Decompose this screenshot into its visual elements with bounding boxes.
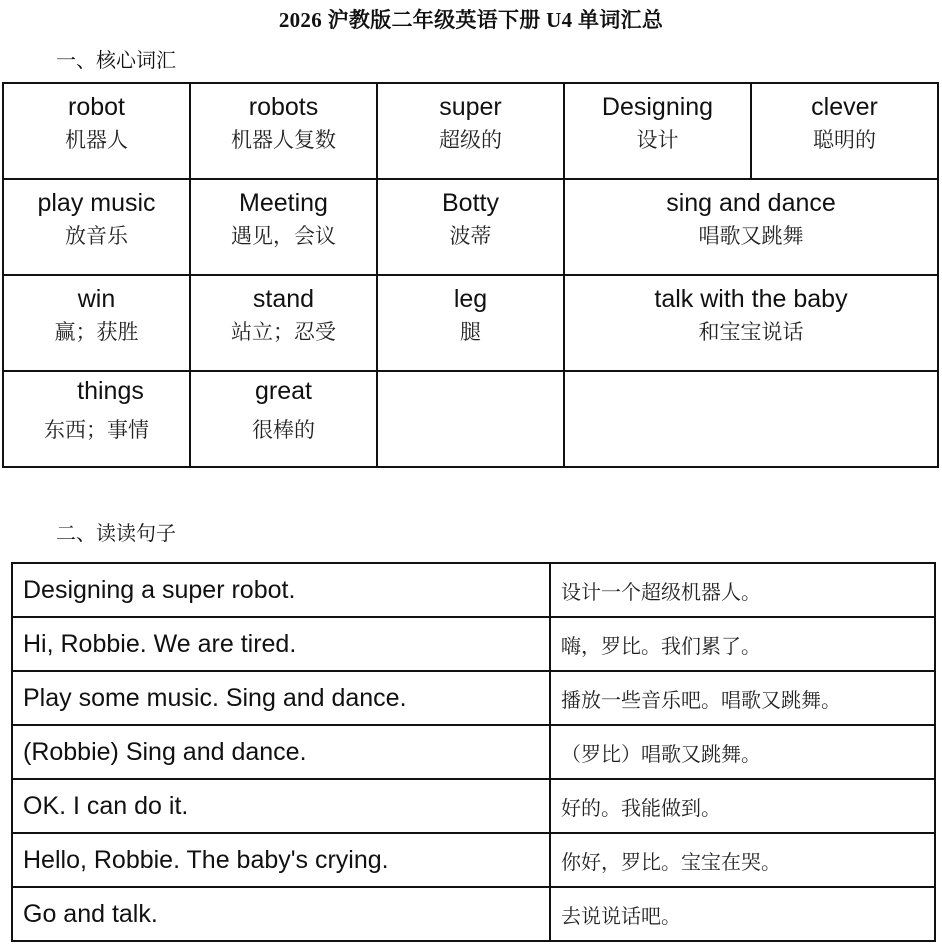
sentence-chinese: 去说说话吧。 bbox=[550, 887, 935, 941]
vocab-meaning: 很棒的 bbox=[252, 418, 315, 442]
vocab-meaning: 聪明的 bbox=[813, 128, 876, 152]
vocab-meaning: 唱歌又跳舞 bbox=[698, 224, 804, 248]
vocab-cell bbox=[190, 371, 377, 467]
sentence-chinese: 好的。我能做到。 bbox=[550, 779, 935, 833]
vocab-meaning: 和宝宝说话 bbox=[698, 320, 804, 344]
sentence-row bbox=[12, 779, 935, 833]
vocab-word: play music bbox=[37, 189, 156, 217]
vocab-meaning: 设计 bbox=[636, 128, 679, 152]
vocab-word: robot bbox=[68, 93, 125, 121]
sentence-english: (Robbie) Sing and dance. bbox=[12, 725, 550, 779]
sentence-row bbox=[12, 833, 935, 887]
vocab-word: things bbox=[77, 377, 144, 405]
vocab-word: clever bbox=[811, 93, 878, 121]
vocab-cell-wide bbox=[564, 275, 938, 371]
vocab-cell bbox=[377, 275, 564, 371]
sentence-english: Go and talk. bbox=[12, 887, 550, 941]
sentence-chinese: 你好，罗比。宝宝在哭。 bbox=[550, 833, 935, 887]
vocab-meaning: 赢；获胜 bbox=[54, 320, 139, 344]
vocab-meaning: 机器人复数 bbox=[231, 128, 336, 152]
sentence-english: Designing a super robot. bbox=[12, 563, 550, 617]
vocab-cell bbox=[190, 275, 377, 371]
vocab-word: win bbox=[77, 285, 116, 313]
vocab-word: Botty bbox=[442, 189, 499, 217]
vocab-row bbox=[3, 179, 938, 275]
vocab-word: great bbox=[255, 377, 312, 405]
vocab-meaning: 遇见，会议 bbox=[231, 224, 336, 248]
sentence-english: Hi, Robbie. We are tired. bbox=[12, 617, 550, 671]
section-heading-sentences: 二、读读句子 bbox=[56, 521, 176, 545]
vocab-row bbox=[3, 371, 938, 467]
document-title: 2026 沪教版二年级英语下册 U4 单词汇总 bbox=[278, 8, 664, 32]
vocab-meaning: 放音乐 bbox=[65, 224, 128, 248]
vocab-meaning: 波蒂 bbox=[449, 224, 492, 248]
vocab-word: sing and dance bbox=[666, 189, 836, 217]
vocab-cell bbox=[3, 275, 190, 371]
vocabulary-table bbox=[2, 82, 939, 468]
vocab-word: Meeting bbox=[239, 189, 328, 217]
vocab-word: Designing bbox=[601, 93, 714, 121]
sentence-row bbox=[12, 887, 935, 941]
vocab-cell bbox=[751, 83, 938, 179]
vocab-row bbox=[3, 83, 938, 179]
vocab-meaning: 东西；事情 bbox=[44, 418, 149, 442]
vocab-meaning: 站立；忍受 bbox=[231, 320, 336, 344]
sentence-chinese: 嗨，罗比。我们累了。 bbox=[550, 617, 935, 671]
vocab-row bbox=[3, 275, 938, 371]
vocab-word: leg bbox=[453, 285, 488, 313]
vocab-cell bbox=[190, 179, 377, 275]
vocab-cell bbox=[377, 83, 564, 179]
vocab-cell-empty bbox=[377, 371, 564, 467]
vocab-word: super bbox=[439, 93, 502, 121]
sentence-chinese: 播放一些音乐吧。唱歌又跳舞。 bbox=[550, 671, 935, 725]
sentence-row bbox=[12, 617, 935, 671]
vocab-word: robots bbox=[248, 93, 319, 121]
sentence-english: OK. I can do it. bbox=[12, 779, 550, 833]
sentence-row bbox=[12, 671, 935, 725]
sentence-english: Hello, Robbie. The baby's crying. bbox=[12, 833, 550, 887]
vocab-cell bbox=[564, 83, 751, 179]
vocab-cell-wide bbox=[564, 179, 938, 275]
vocab-meaning: 机器人 bbox=[65, 128, 128, 152]
vocab-cell bbox=[3, 371, 190, 467]
vocab-cell bbox=[3, 83, 190, 179]
vocab-cell-empty bbox=[564, 371, 938, 467]
section-heading-vocabulary: 一、核心词汇 bbox=[56, 48, 176, 72]
vocab-word: talk with the baby bbox=[654, 285, 848, 313]
sentence-chinese: （罗比）唱歌又跳舞。 bbox=[550, 725, 935, 779]
vocab-cell bbox=[190, 83, 377, 179]
sentence-row bbox=[12, 563, 935, 617]
vocab-meaning: 腿 bbox=[460, 320, 481, 344]
vocab-cell bbox=[377, 179, 564, 275]
vocab-cell bbox=[3, 179, 190, 275]
sentence-english: Play some music. Sing and dance. bbox=[12, 671, 550, 725]
sentence-row bbox=[12, 725, 935, 779]
vocab-meaning: 超级的 bbox=[439, 128, 502, 152]
vocab-word: stand bbox=[252, 285, 315, 313]
sentences-table bbox=[11, 562, 936, 942]
sentence-chinese: 设计一个超级机器人。 bbox=[550, 563, 935, 617]
